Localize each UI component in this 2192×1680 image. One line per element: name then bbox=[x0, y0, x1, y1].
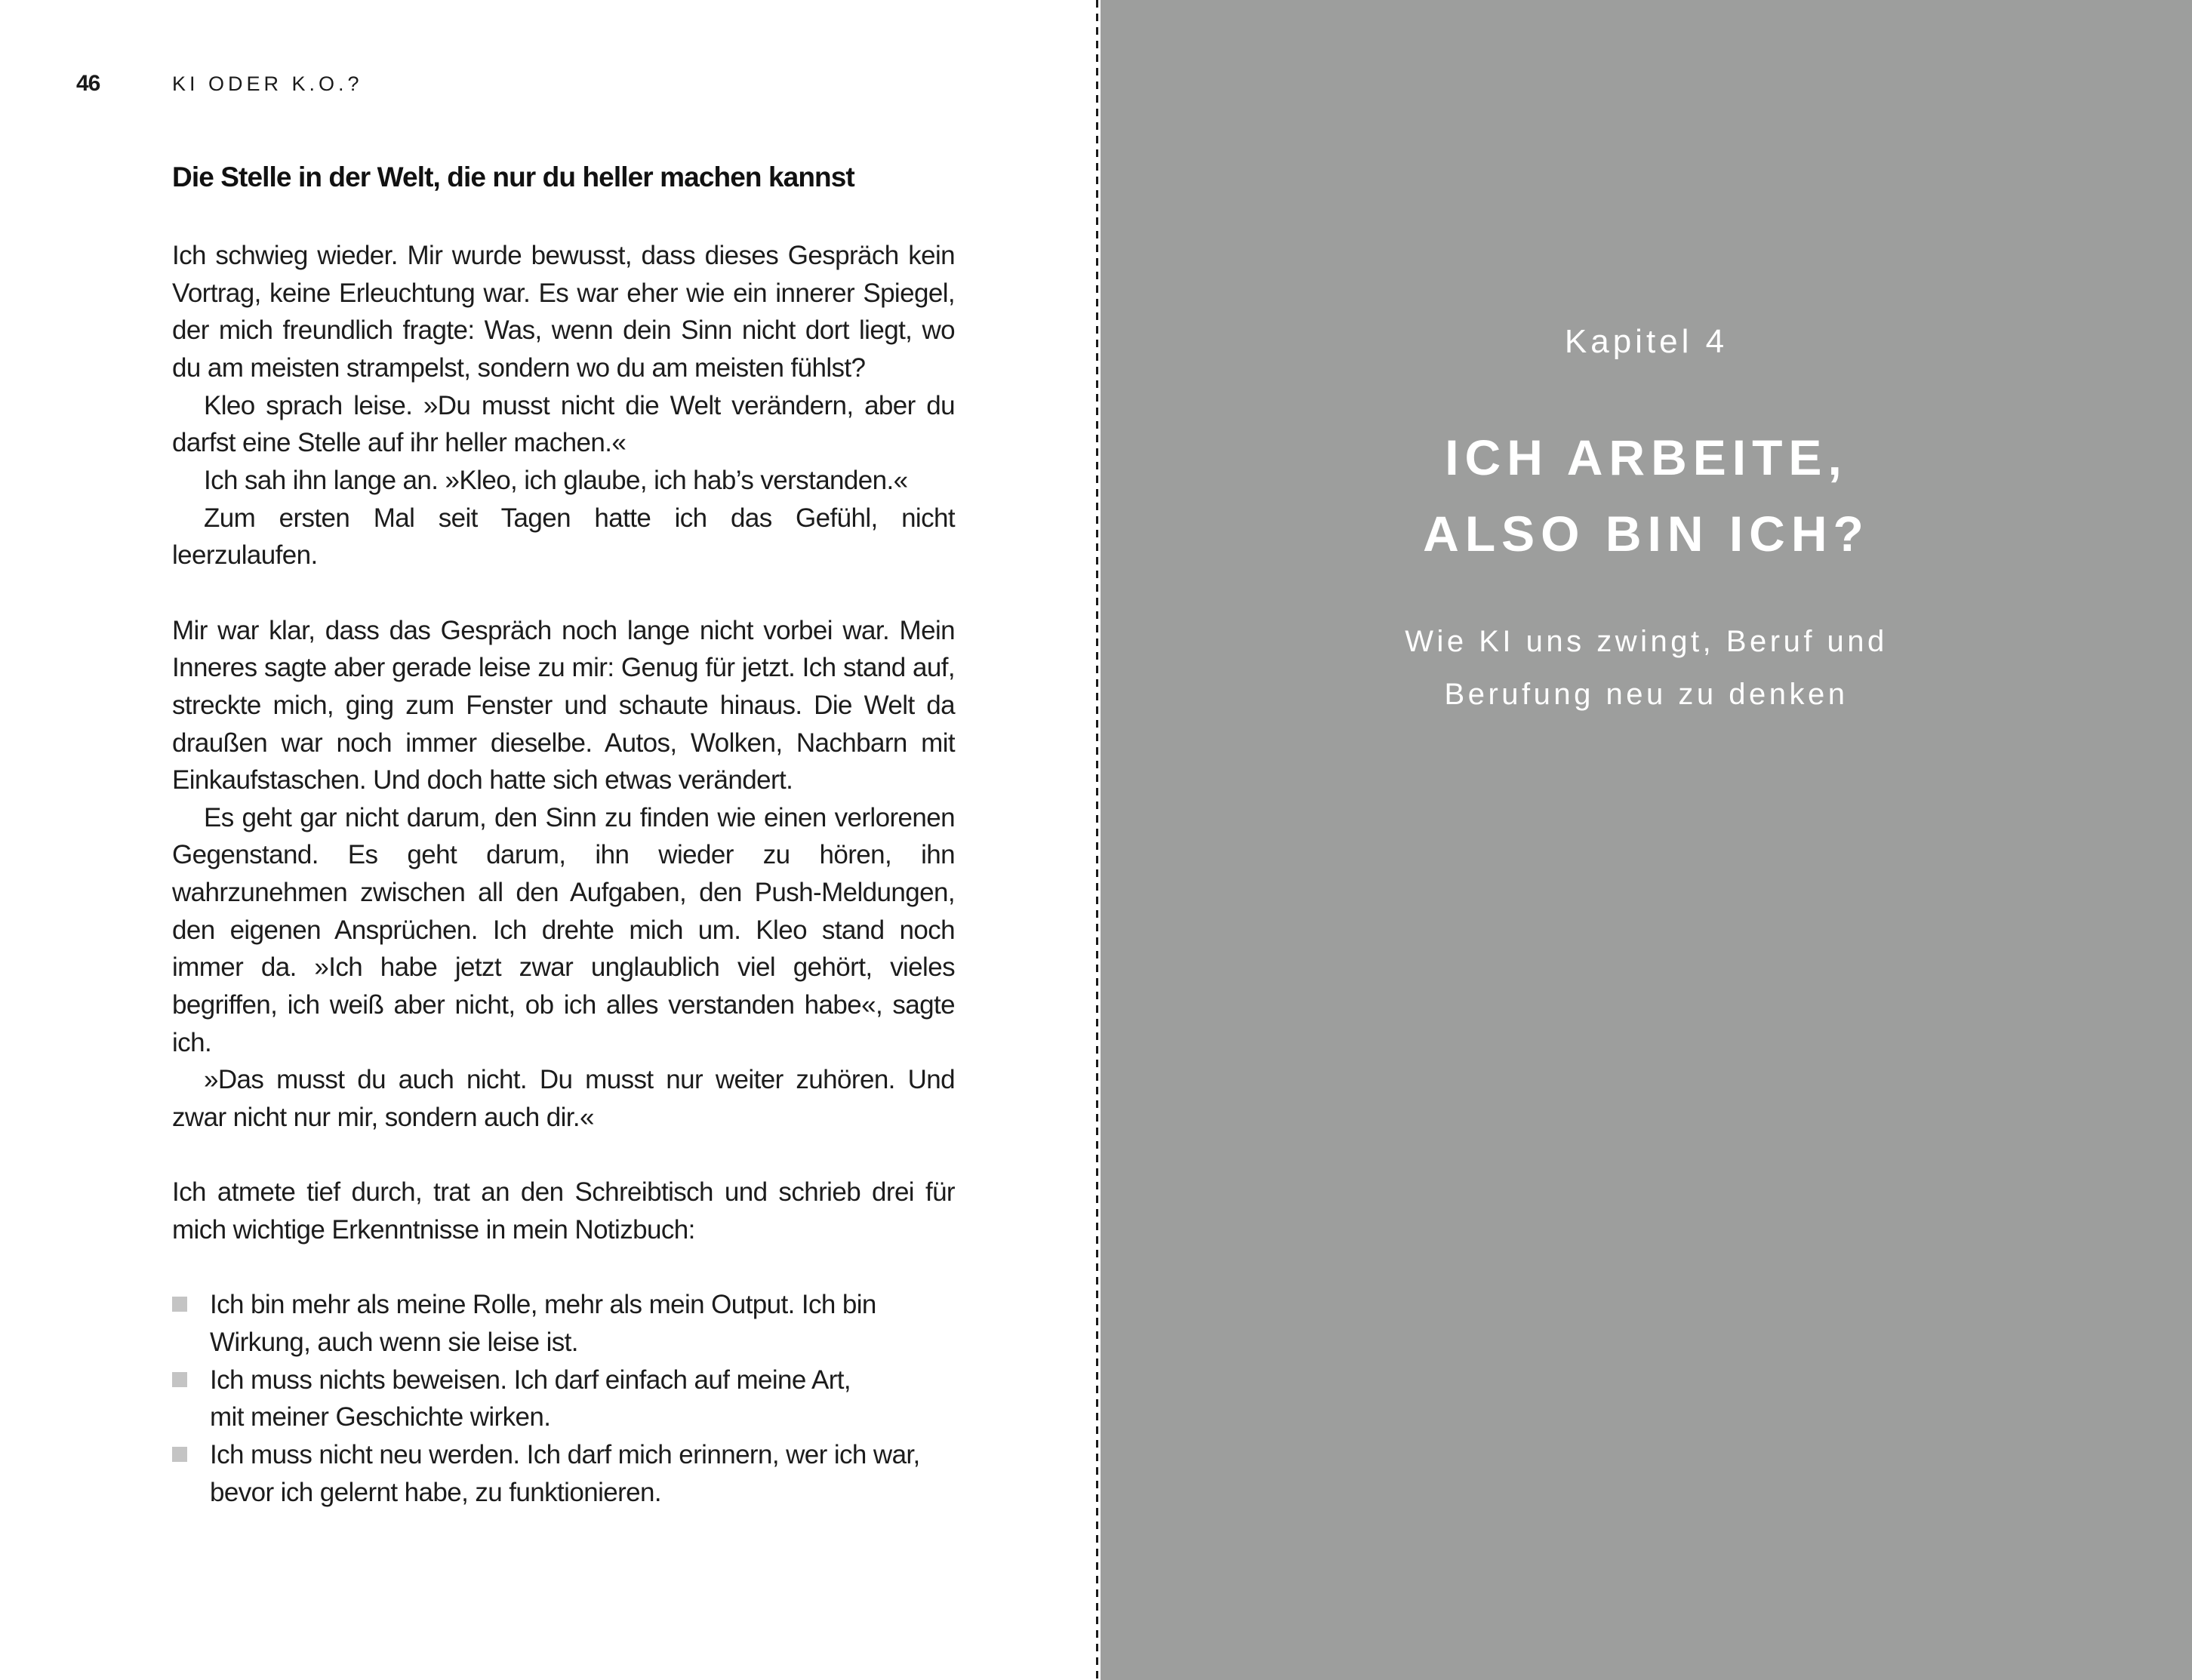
paragraph: Zum ersten Mal seit Tagen hatte ich das Gefühl, nicht leerzulaufen. bbox=[172, 503, 955, 571]
body-text bbox=[172, 237, 955, 1511]
list-item-line: Ich bin mehr als meine Rolle, mehr als mein Output. Ich bin bbox=[210, 1290, 876, 1320]
list-item-line: Ich muss nichts beweisen. Ich darf einfach auf meine Art, bbox=[210, 1365, 851, 1395]
right-page-chapter-opener bbox=[1101, 0, 2192, 1680]
page-fold-divider bbox=[1096, 0, 1098, 1680]
paragraph: »Das musst du auch nicht. Du musst nur weiter zuhören. Und zwar nicht nur mir, sondern auch dir.« bbox=[172, 1065, 955, 1133]
square-bullet-icon bbox=[172, 1297, 187, 1312]
chapter-subtitle bbox=[1101, 615, 2192, 721]
paragraph: Ich atmete tief durch, trat an den Schreibtisch und schrieb drei für mich wichtige Erkenntnisse in mein Notizbuch: bbox=[172, 1177, 955, 1245]
square-bullet-icon bbox=[172, 1372, 187, 1387]
list-item bbox=[172, 1436, 934, 1511]
chapter-title-line: ICH ARBEITE, bbox=[1445, 429, 1848, 485]
list-item bbox=[172, 1286, 934, 1361]
list-item-line: mit meiner Geschichte wirken. bbox=[210, 1402, 551, 1432]
chapter-subtitle-line: Wie KI uns zwingt, Beruf und bbox=[1405, 625, 1888, 658]
section-heading: Die Stelle in der Welt, die nur du heller machen kannst bbox=[172, 162, 854, 192]
page-number: 46 bbox=[76, 71, 100, 96]
list-item-line: Wirkung, auch wenn sie leise ist. bbox=[210, 1327, 578, 1357]
running-header: KI ODER K.O.? bbox=[172, 72, 363, 95]
paragraph: Ich sah ihn lange an. »Kleo, ich glaube, ich hab’s verstanden.« bbox=[204, 465, 908, 495]
chapter-title bbox=[1101, 420, 2192, 572]
chapter-subtitle-line: Berufung neu zu denken bbox=[1444, 678, 1849, 711]
chapter-title-line: ALSO BIN ICH? bbox=[1423, 506, 1870, 562]
chapter-label: Kapitel 4 bbox=[1564, 323, 1729, 360]
paragraph: Es geht gar nicht darum, den Sinn zu finden wie einen verlorenen Gegenstand. Es geht darum, ihn wieder zu hören, ihn wahrzunehmen zwischen all den Aufgaben, den Push-Meldungen, den eigenen Ansprüchen. Ich drehte mich um. Kleo stand noch immer da. »Ich habe jetzt zwar unglaublich viel gehört, vieles begriffen, ich weiß aber nicht, ob ich alles verstanden habe«, sagte ich. bbox=[172, 802, 955, 1057]
list-item bbox=[172, 1362, 934, 1436]
square-bullet-icon bbox=[172, 1447, 187, 1462]
paragraph: Ich schwieg wieder. Mir wurde bewusst, dass dieses Gespräch kein Vortrag, keine Erleuchtung war. Es war eher wie ein innerer Spiegel, der mich freundlich fragte: Was, wenn dein Sinn nicht dort liegt, wo du am meisten strampelst, sondern wo du am meisten fühlst? bbox=[172, 241, 955, 383]
paragraph: Mir war klar, dass das Gespräch noch lange nicht vorbei war. Mein Inneres sagte aber gerade leise zu mir: Genug für jetzt. Ich stand auf, streckte mich, ging zum Fenster und schaute hinaus. Die Welt da draußen war noch immer dieselbe. Autos, Wolken, Nachbarn mit Einkaufstaschen. Und doch hatte sich etwas verändert. bbox=[172, 615, 955, 795]
list-item-line: bevor ich gelernt habe, zu funktionieren. bbox=[210, 1477, 662, 1507]
insights-list bbox=[172, 1286, 955, 1511]
list-item-line: Ich muss nicht neu werden. Ich darf mich erinnern, wer ich war, bbox=[210, 1439, 920, 1469]
paragraph: Kleo sprach leise. »Du musst nicht die Welt verändern, aber du darfst eine Stelle auf ihr heller machen.« bbox=[172, 390, 955, 458]
